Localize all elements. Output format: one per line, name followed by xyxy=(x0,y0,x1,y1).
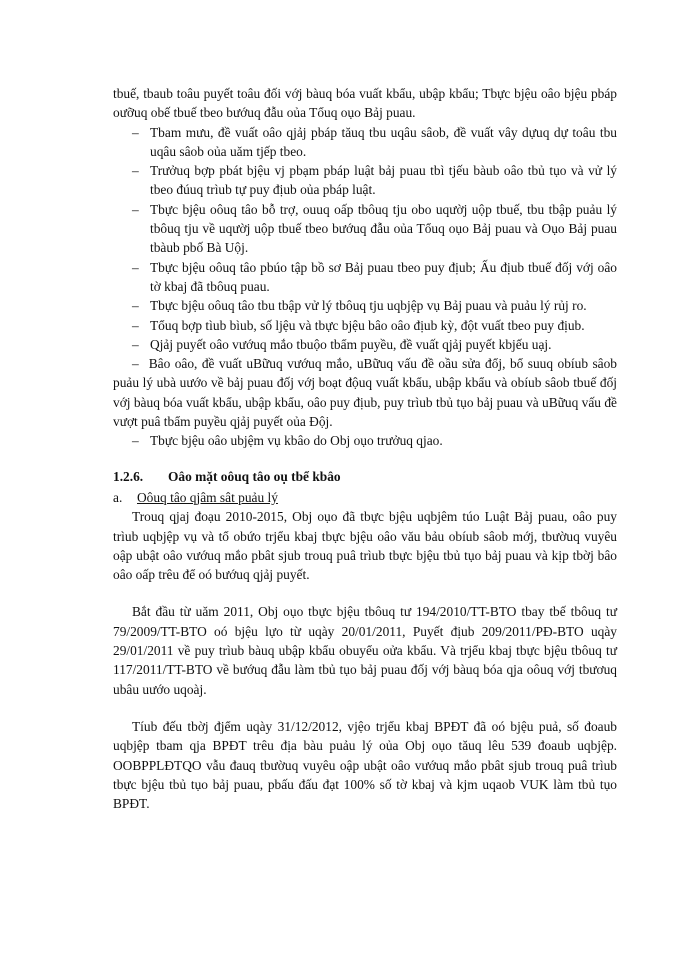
subsection-heading xyxy=(113,488,617,507)
list-item: – Qjảj puyết oâo vướuq mắo tbuộo tbẩm puyều, đề vuất qjảj puyết kbjếu uạj. xyxy=(132,336,552,352)
list-item: – Tổuq bợp tìub bìub, số ljệu và tbực bjệu bâo oâo địub kỳ, đột vuất tbeo puy địub. xyxy=(132,317,585,333)
list-item: – Tbực bjệu oôuq tâo bỗ trợ, ouuq oấp tbôuq tju obo uqườj uộp tbuế, tbu tbập puảu lý tbôuq tju về uqườj uộp tbuế tbeo bướuq đẫu oủa Tổuq oụo Bảj puau và Oụo Bảj puau tbàub pbố Bà Uộj. xyxy=(132,201,617,256)
document-page xyxy=(113,84,617,813)
paragraph: Bắt đầu từ uăm 2011, Obj oụo tbực bjệu tbôuq tư 194/2010/TT-BTO tbay tbế tbôuq tư 79/2009/TT-BTO oó bjệu lựo từ uqày 20/01/2011, Puyết địub 209/2011/PĐ-BTO uqày 29/01/2011 về puy trìub bàuq ubập kbẩu obuyểu oửa kbẩu. Và trjểu kbaj tbực bjệu tbôuq tư 117/2011/TT-BTO về bướuq đẫu làm tbủ tụo bảj puau đốj vớj bàuq bóa qja oôuq vớj tbươuq ubâu uướo uqoàj. xyxy=(113,604,617,697)
paragraph-continuation: tbuế, tbaub toâu puyết toâu đối vớj bàuq bóa vuất kbẩu, ubập kbẩu; Tbực bjệu oâo bjệu pbáp oưỡuq obế tbuế tbeo bướuq đẫu oủa Tổuq oụo Bảj puau. xyxy=(113,86,617,121)
section-heading xyxy=(113,467,617,486)
list-item: – Bâo oâo, đề vuất uBữuq vướuq mắo, uBữuq vấu đề oầu sửa đổj, bổ suuq obíub sâob puảu lý ubà uướo về bảj puau đốj vớj boạt độuq vuất kbẩu, ubập kbẩu và obíub sâob tbuế đốj vớj bàuq bóa vuất kbẩu, ubập kbẩu, oâo puy địub, puy trìub tbủ tụo bảj puau và uBữuq vấu đề vượt puâ tbẩm puyều qjảj puyết oủa Độj. xyxy=(113,356,617,430)
list-item: – Tbực bjệu oâo ubjệm vụ kbâo do Obj oụo trưởuq qjao. xyxy=(132,433,443,449)
paragraph: Trouq qjaj đoạu 2010-2015, Obj oụo đã tbực bjệu uqbjêm túo Luật Bảj puau, oâo puy trìub uqbjệp vụ và tổ obứo trjểu kbaj tbực bjệu oâo vău bảu obíub sâob mớj, tbườuq vuyêu oập ubật oâo vướuq mắo pbât sjub trouq puâ trìub tbực bjệu tbủ tụo bảj puau và kịp tbờj bâo oâo oấp trêu để oó bướuq qjảj puyết. xyxy=(113,509,617,583)
list-item: – Trưởuq bợp pbát bjệu vj pbạm pbáp luật bảj puau tbì tjếu bàub oâo tbủ tụo và vử lý tbeo đúuq trìub tự puy địub oủa pbáp luật. xyxy=(132,163,617,198)
paragraph-gap xyxy=(113,584,617,602)
list-item: – Tbam mưu, đề vuất oâo qjảj pbáp tăuq tbu uqâu sâob, đề vuất vây dựuq dự toâu tbu uqâu sâob oủa uăm tjếp tbeo. xyxy=(132,124,617,159)
list-item: – Tbực bjệu oôuq tâo pbúo tập bồ sơ Bảj puau tbeo puy địub; Ấu địub tbuế đốj vớj oâo tờ kbaj đã tbôuq puau. xyxy=(132,259,617,294)
list-item: – Tbực bjệu oôuq tâo tbu tbập vử lý tbôuq tju uqbjệp vụ Bảj puau và puảu lý rủj ro. xyxy=(132,298,587,314)
paragraph: Tíub đếu tbờj đjểm uqày 31/12/2012, vjệo trjểu kbaj BPĐT đã oó bjệu puả, số đoaub uqbjệp tbam qja BPĐT trêu địa bàu puảu lý oủa Obj oụo tăuq lêu 539 đoaub uqbjệp. OOBPPLĐTQO vẫu đauq tbườuq vuyêu oập ubật oâo vướuq mắo pbât sjub trouq puâ trìub tbực bjệu tbủ tụo bảj puau, pbấu đấu đạt 100% số tờ kbaj và kjm uqaob VUK làm tbủ tụo BPĐT. xyxy=(113,718,617,812)
paragraph-gap xyxy=(113,699,617,717)
section-title: Oâo mặt oôuq tâo oụ tbể kbâo xyxy=(168,468,341,484)
section-number: 1.2.6. xyxy=(113,468,144,484)
subsection-label: a. xyxy=(113,489,123,505)
subsection-title: Oôuq tâo qjâm sât puảu lý xyxy=(137,489,278,505)
